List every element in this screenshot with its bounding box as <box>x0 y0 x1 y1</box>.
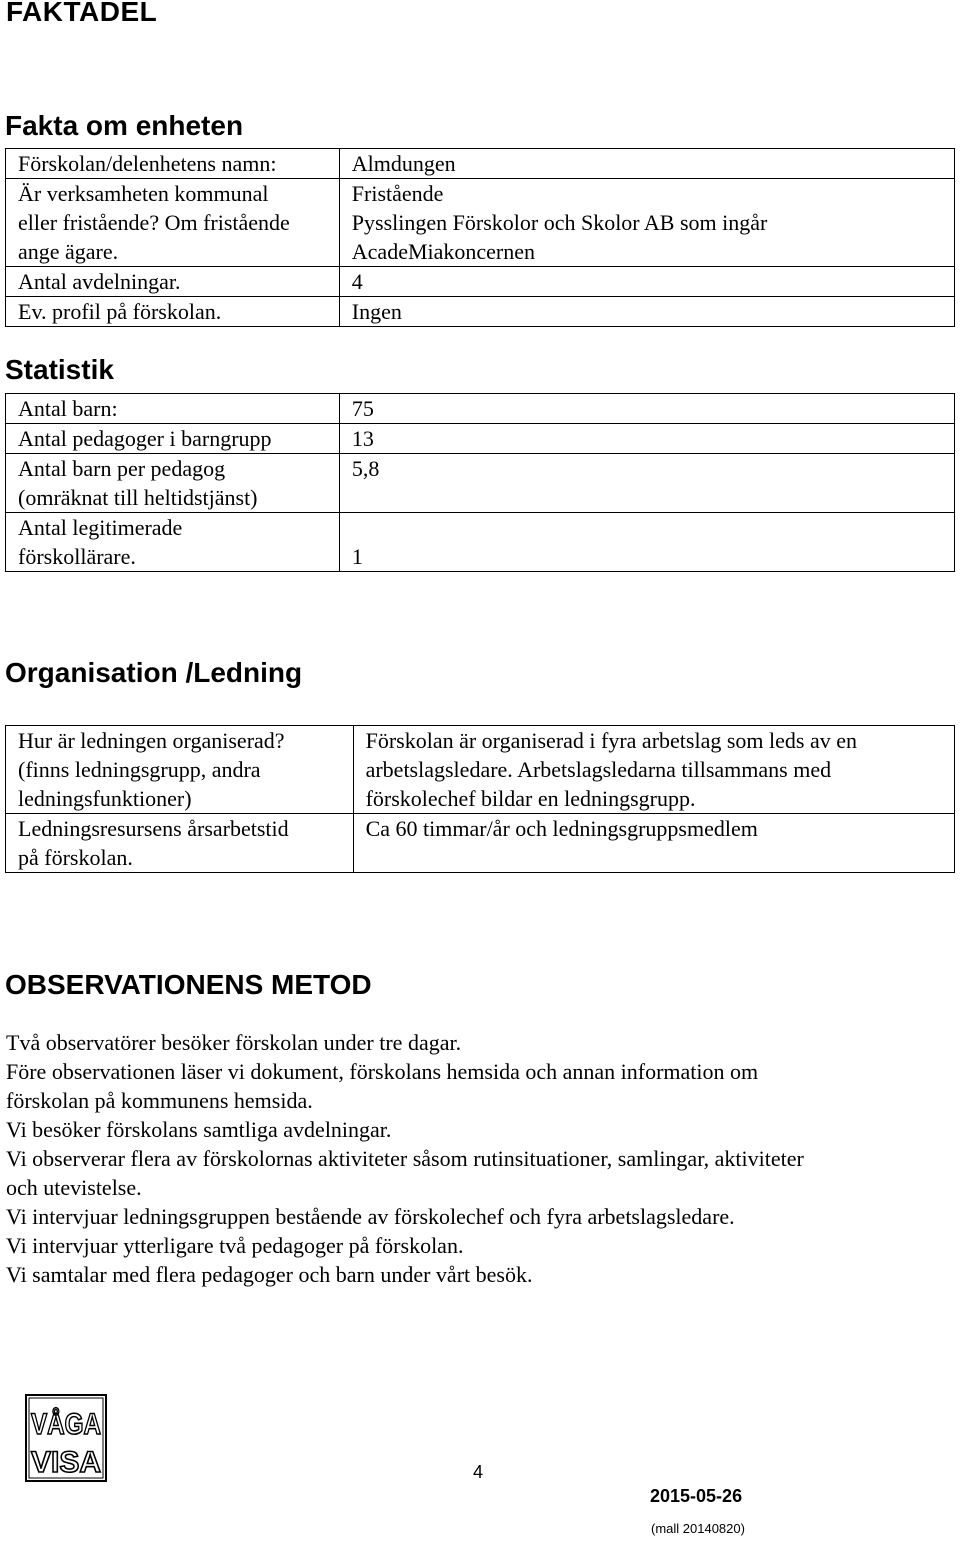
organisation-label-line: Hur är ledningen organiserad? <box>18 728 285 753</box>
method-line: Vi observerar flera av förskolornas aktiviteter såsom rutinsituationer, samlingar, aktiviteter <box>6 1146 804 1171</box>
logo-text-line-1: VÅGA <box>31 1408 101 1441</box>
statistik-value-line: 1 <box>351 544 363 569</box>
fakta-value-cell <box>339 297 954 327</box>
statistik-label-line: Antal legitimerade <box>18 515 183 540</box>
organisation-row <box>6 726 955 814</box>
organisation-value-line: förskolechef bildar en ledningsgrupp. <box>365 786 696 811</box>
method-line: Två observatörer besöker förskolan under tre dagar. <box>6 1030 462 1055</box>
document-date: 2015-05-26 <box>650 1486 743 1506</box>
fakta-label-cell <box>6 297 340 327</box>
fakta-label-line: eller fristående? Om fristående <box>18 210 290 235</box>
statistik-label-line: Antal barn: <box>18 396 118 421</box>
organisation-label-line: ledningsfunktioner) <box>18 786 192 811</box>
statistik-row <box>6 424 955 454</box>
statistik-table-body <box>6 394 955 572</box>
fakta-row <box>6 149 955 179</box>
statistik-value-line: 75 <box>351 396 374 421</box>
statistik-value-line: 5,8 <box>351 456 380 481</box>
section-heading-fakta: Fakta om enheten <box>5 110 244 141</box>
fakta-value-cell <box>339 267 954 297</box>
fakta-table <box>5 148 955 327</box>
statistik-label-cell <box>6 513 340 572</box>
page-title: FAKTADEL <box>6 0 158 27</box>
section-heading-metod: OBSERVATIONENS METOD <box>5 969 372 1000</box>
statistik-label-line: förskollärare. <box>18 544 136 569</box>
statistik-value-cell <box>339 394 954 424</box>
statistik-value-cell <box>339 424 954 454</box>
organisation-value-cell <box>353 814 954 873</box>
organisation-row <box>6 814 955 873</box>
fakta-value-cell <box>339 149 954 179</box>
statistik-value-line: 13 <box>351 426 374 451</box>
organisation-table-body <box>6 726 955 873</box>
statistik-label-cell <box>6 394 340 424</box>
method-description <box>6 1028 946 1289</box>
organisation-value-line: Förskolan är organiserad i fyra arbetslag som leds av en <box>365 728 857 753</box>
method-line: och utevistelse. <box>6 1175 142 1200</box>
statistik-row <box>6 454 955 513</box>
statistik-value-line <box>352 513 954 542</box>
fakta-label-line: Ev. profil på förskolan. <box>18 299 222 324</box>
statistik-label-line: Antal pedagoger i barngrupp <box>18 426 272 451</box>
fakta-label-line: Antal avdelningar. <box>18 269 181 294</box>
fakta-label-cell <box>6 179 340 267</box>
fakta-label-line: Är verksamheten kommunal <box>18 181 269 206</box>
organisation-label-cell <box>6 726 354 814</box>
statistik-row <box>6 394 955 424</box>
method-line: Före observationen läser vi dokument, förskolans hemsida och annan information om <box>6 1059 759 1084</box>
statistik-label-line: (omräknat till heltidstjänst) <box>18 485 258 510</box>
fakta-value-line: Pysslingen Förskolor och Skolor AB som ingår <box>351 210 768 235</box>
organisation-value-line: arbetslagsledare. Arbetslagsledarna tillsammans med <box>365 757 832 782</box>
statistik-value-cell <box>339 513 954 572</box>
statistik-label-cell <box>6 424 340 454</box>
fakta-value-cell <box>339 179 954 267</box>
method-line: Vi intervjuar ytterligare två pedagoger på förskolan. <box>6 1233 464 1258</box>
statistik-table <box>5 393 955 572</box>
statistik-label-cell <box>6 454 340 513</box>
organisation-label-line: Ledningsresursens årsarbetstid <box>18 816 289 841</box>
organisation-label-cell <box>6 814 354 873</box>
fakta-label-cell <box>6 267 340 297</box>
fakta-row <box>6 267 955 297</box>
organisation-label-line: på förskolan. <box>18 845 133 870</box>
fakta-label-line: ange ägare. <box>18 239 119 264</box>
organisation-table <box>5 725 955 873</box>
fakta-value-line: AcadeMiakoncernen <box>351 239 536 264</box>
template-version: (mall 20140820) <box>651 1521 745 1536</box>
page-number: 4 <box>473 1462 484 1482</box>
statistik-row <box>6 513 955 572</box>
fakta-row <box>6 297 955 327</box>
organisation-label-line: (finns ledningsgrupp, andra <box>18 757 261 782</box>
method-line: Vi besöker förskolans samtliga avdelningar. <box>6 1117 392 1142</box>
statistik-value-cell <box>339 454 954 513</box>
vaga-visa-logo <box>25 1394 107 1482</box>
fakta-label-line: Förskolan/delenhetens namn: <box>18 151 277 176</box>
fakta-value-line: Ingen <box>351 299 402 324</box>
organisation-value-cell <box>353 726 954 814</box>
statistik-label-line: Antal barn per pedagog <box>18 456 226 481</box>
section-heading-organisation: Organisation /Ledning <box>5 657 303 688</box>
section-heading-statistik: Statistik <box>5 354 114 385</box>
fakta-value-line: Almdungen <box>351 151 456 176</box>
method-line: Vi intervjuar ledningsgruppen bestående av förskolechef och fyra arbetslagsledare. <box>6 1204 735 1229</box>
logo-text-line-2: VISA <box>31 1446 101 1479</box>
fakta-value-line: Fristående <box>351 181 444 206</box>
method-line: Vi samtalar med flera pedagoger och barn under vårt besök. <box>6 1262 533 1287</box>
fakta-value-line: 4 <box>351 269 363 294</box>
fakta-label-cell <box>6 149 340 179</box>
fakta-row <box>6 179 955 267</box>
organisation-value-line: Ca 60 timmar/år och ledningsgruppsmedlem <box>365 816 758 841</box>
fakta-table-body <box>6 149 955 327</box>
method-line: förskolan på kommunens hemsida. <box>6 1088 313 1113</box>
